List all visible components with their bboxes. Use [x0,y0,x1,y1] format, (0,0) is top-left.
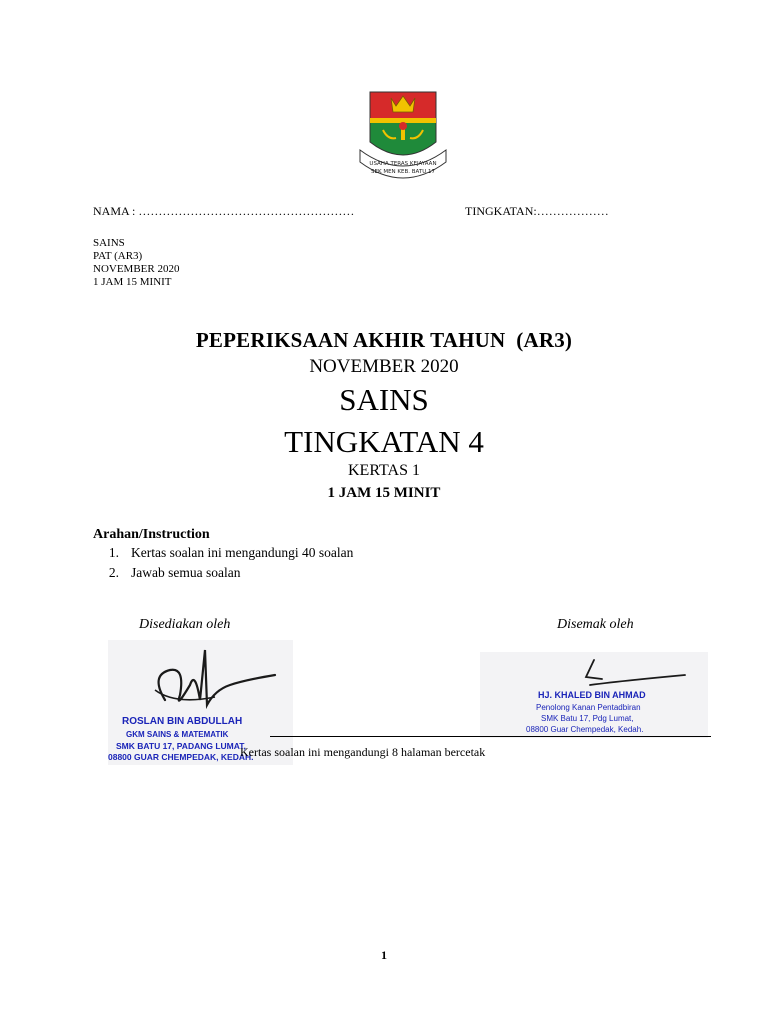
subject-title: SAINS [339,382,429,417]
meta-exam-code: PAT (AR3) [93,250,143,262]
form-title: TINGKATAN 4 [284,424,484,459]
list-item-text: Kertas soalan ini mengandungi 40 soalan [131,545,354,560]
left-stamp-address-1: SMK BATU 17, PADANG LUMAT, [116,741,246,751]
exam-title: PEPERIKSAAN AKHIR TAHUN (AR3) [195,328,573,352]
left-stamp-address-2: 08800 GUAR CHEMPEDAK, KEDAH. [108,752,254,762]
page-number: 1 [381,948,387,962]
exam-meta [93,237,179,289]
right-stamp-address-1: SMK Batu 17, Pdg Lumat, [541,714,634,723]
instructions-heading: Arahan/Instruction [93,527,210,542]
crest-motto-2: SEK MEN KEB. BATU 17 [371,169,435,175]
meta-duration: 1 JAM 15 MINIT [93,276,172,288]
meta-month: NOVEMBER 2020 [93,263,180,275]
school-crest-logo [358,90,448,190]
list-item [93,545,353,565]
left-stamp-name: ROSLAN BIN ABDULLAH [122,716,243,727]
paper-label: KERTAS 1 [348,462,420,479]
right-stamp-address-2: 08800 Guar Chempedak, Kedah. [526,725,644,734]
right-stamp-position: Penolong Kanan Pentadbiran [536,703,641,712]
list-item-number: 1. [108,545,119,560]
checked-by-label: Disemak oleh [557,617,634,632]
list-item-number: 2. [108,565,119,580]
meta-subject: SAINS [93,237,125,249]
footer-divider [270,736,711,737]
exam-month: NOVEMBER 2020 [309,356,459,377]
left-stamp-position: GKM SAINS & MATEMATIK [126,730,229,739]
right-signature-image [580,655,690,690]
list-item-text: Jawab semua soalan [131,565,241,580]
right-stamp-name: HJ. KHALED BIN AHMAD [538,690,646,700]
left-signature-image [145,645,285,720]
name-field-label: NAMA : ……………………………………………… [93,204,355,218]
class-field-label: TINGKATAN:……………… [465,204,609,218]
duration-label: 1 JAM 15 MINIT [327,485,441,501]
list-item [93,565,353,585]
page-count-note: Kertas soalan ini mengandungi 8 halaman bercetak [240,745,486,759]
instructions-list [93,545,353,585]
crest-motto-1: USAHA TERAS KEJAYAAN [369,161,437,167]
prepared-by-label: Disediakan oleh [139,617,231,632]
